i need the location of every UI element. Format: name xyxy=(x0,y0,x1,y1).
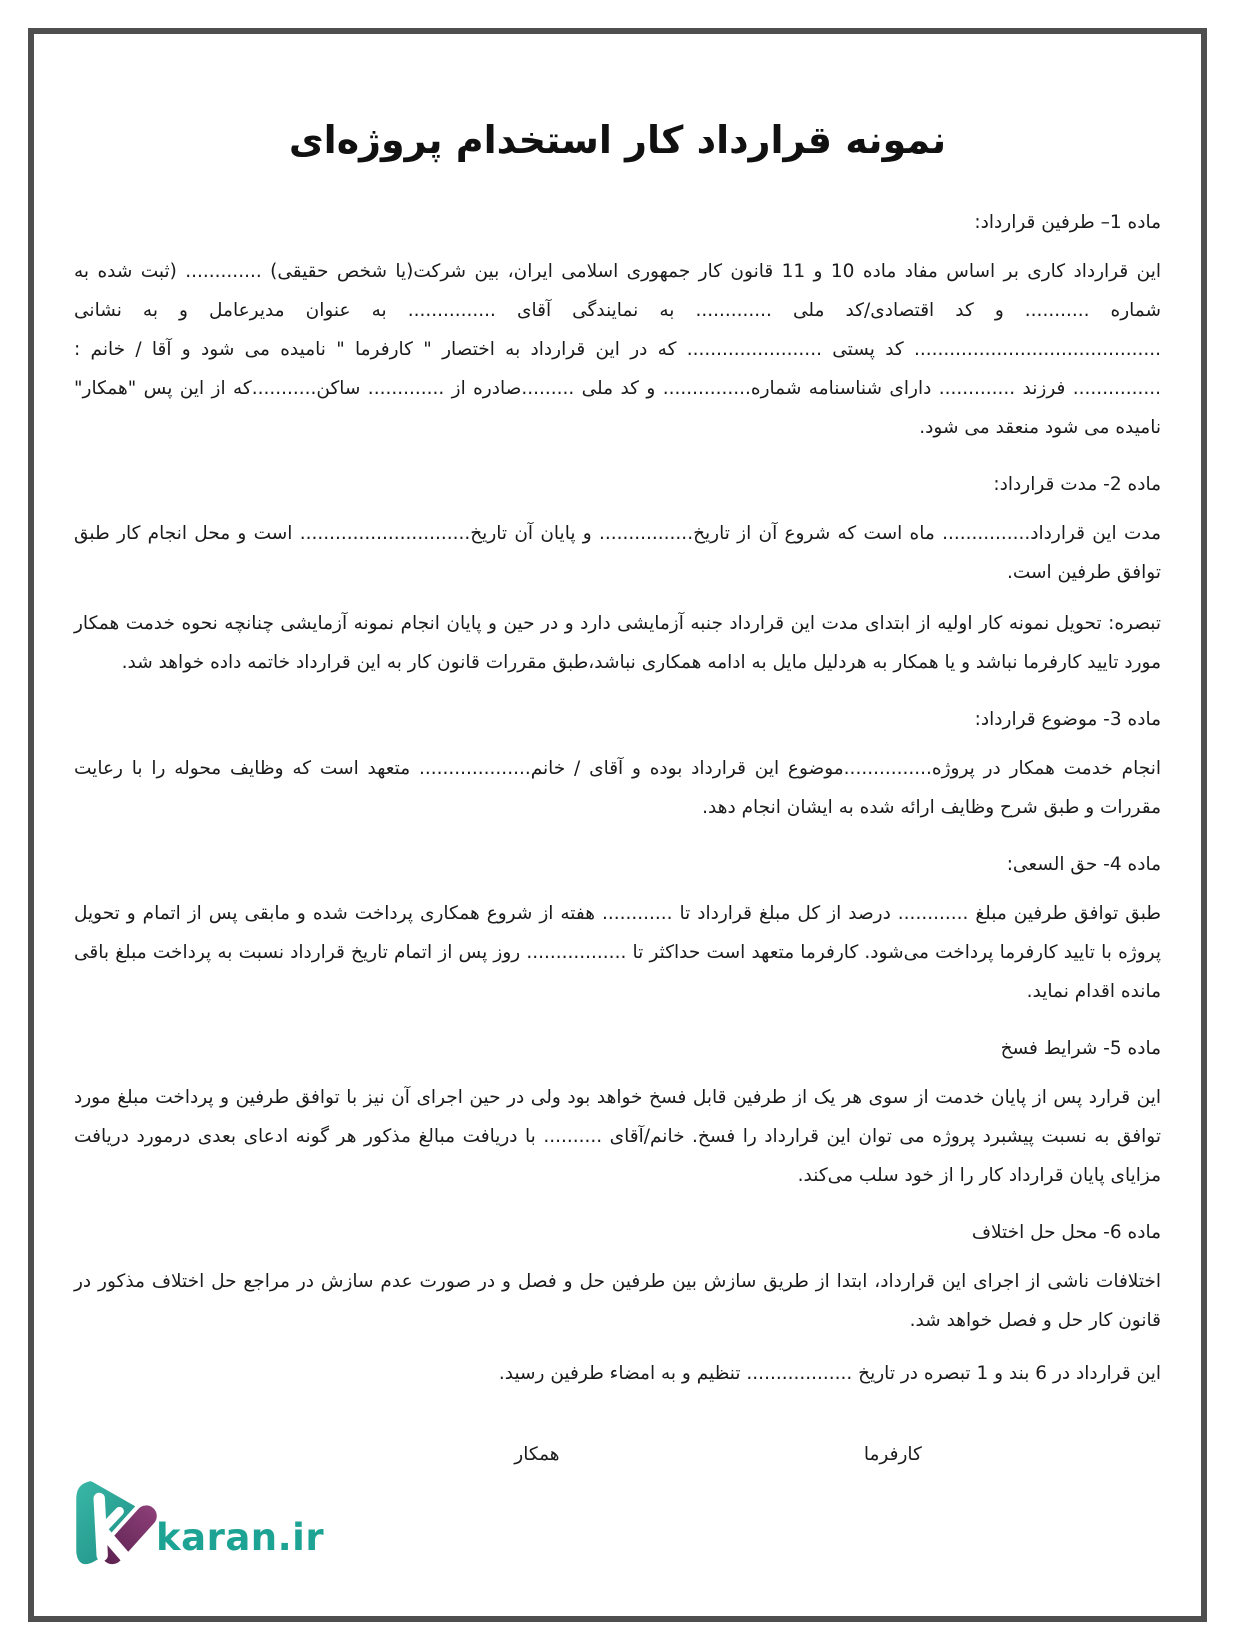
page-title: نمونه قرارداد کار استخدام پروژه‌ای xyxy=(288,118,947,162)
contract-content xyxy=(34,34,1201,1616)
article-4-paragraph: طبق توافق طرفین مبلغ ............ درصد از کل مبلغ قرارداد تا ............ هفته از شروع همکاری پرداخت شده و مابقی پس از اتمام و تحویل پروژه با تایید کارفرما پرداخت می‌شود. کارفرما متعهد است حداکثر تا ................. روز پس از اتمام تاریخ قرارداد نسبت به پرداخت مبلغ باقی مانده اقدام نماید. xyxy=(74,903,1161,1002)
article-1-paragraph: این قرارداد کاری بر اساس مفاد ماده 10 و 11 قانون کار جمهوری اسلامی ایران، بین شرکت(یا شخص حقیقی) ............. (ثبت شده به شماره ........... و کد اقتصادی/کد ملی ............. به نمایندگی آقای ............... به عنوان مدیرعامل و به نشانی .......................................... کد پستی ....................... که در این قرارداد به اختصار " کارفرما " نامیده می شود و آقا / خانم : ............... فرزند ............. دارای شناسنامه شماره............... و کد ملی .........صادره از ............. ساکن...........که از این پس "همکار" نامیده می شود منعقد می شود. xyxy=(74,261,1161,438)
article-6-heading: ماده 6- محل حل اختلاف xyxy=(971,1222,1161,1243)
article-1-heading: ماده 1– طرفین قرارداد: xyxy=(974,212,1161,233)
karan-logo xyxy=(72,1478,324,1566)
article-6-paragraph: اختلافات ناشی از اجرای این قرارداد، ابتدا از طریق سازش بین طرفین حل و فصل و در صورت عدم سازش در مراجع حل اختلاف مذکور در قانون کار حل و فصل خواهد شد. xyxy=(74,1271,1161,1331)
closing-line: این قرارداد در 6 بند و 1 تبصره در تاریخ .................. تنظیم و به امضاء طرفین رسید. xyxy=(498,1363,1161,1384)
signature-row xyxy=(74,1435,1161,1474)
article-2-heading: ماده 2- مدت قرارداد: xyxy=(993,474,1161,495)
article-2-note-paragraph: تبصره: تحویل نمونه کار اولیه از ابتدای مدت این قرارداد جنبه آزمایشی دارد و در حین و پایان انجام نمونه آزمایشی چنانچه نحوه خدمت همکار مورد تایید کارفرما نباشد و یا همکار به هردلیل مایل به ادامه همکاری نباشد،طبق مقررات قانون کار به این قرارداد خاتمه داده خواهد شد. xyxy=(74,613,1161,673)
karan-logo-text: karan.ir xyxy=(156,1516,325,1559)
article-2-paragraph: مدت این قرارداد............... ماه است که شروع آن از تاریخ................ و پایان آن تاریخ............................. است و محل انجام کار طبق توافق طرفین است. xyxy=(74,523,1161,583)
signature-colleague-label: همکار xyxy=(514,1444,560,1465)
article-3-heading: ماده 3- موضوع قرارداد: xyxy=(974,709,1161,730)
article-5-paragraph: این قرارد پس از پایان خدمت از سوی هر یک از طرفین قابل فسخ خواهد بود ولی در حین اجرای آن نیز با توافق طرفین و پرداخت مبلغ مورد توافق به نسبت پیشبرد پروژه می توان این قرارداد را فسخ. خانم/آقای .......... با دریافت مبالغ مذکور هر گونه ادعای بعدی درمورد دریافت مزایای پایان قرارداد کار را از خود سلب می‌کند. xyxy=(74,1087,1161,1186)
karan-logo-mark-icon xyxy=(72,1478,162,1566)
article-3-paragraph: انجام خدمت همکار در پروژه...............موضوع این قرارداد بوده و آقای / خانم................... متعهد است که وظایف محوله را با رعایت مقررات و طبق شرح وظایف ارائه شده به ایشان انجام دهد. xyxy=(74,758,1161,818)
article-4-heading: ماده 4- حق السعی: xyxy=(1006,854,1161,875)
article-5-heading: ماده 5- شرایط فسخ xyxy=(1000,1038,1161,1059)
signature-employer-label: کارفرما xyxy=(863,1444,922,1465)
